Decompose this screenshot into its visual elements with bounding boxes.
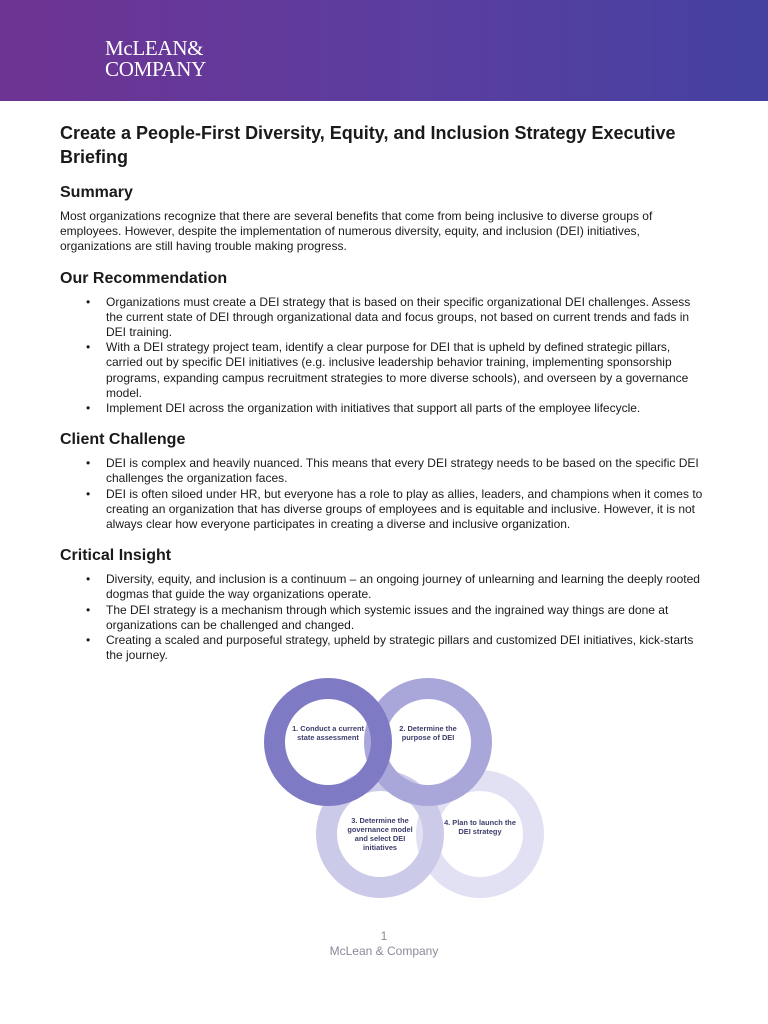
list-item: • DEI is complex and heavily nuanced. This means that every DEI strategy needs to be based on the specific DEI challenges the organization faces. — [60, 456, 710, 486]
recommendation-heading: Our Recommendation — [60, 269, 228, 287]
challenge-section — [60, 430, 710, 532]
page-footer — [0, 929, 768, 959]
list-item: • The DEI strategy is a mechanism through which systemic issues and the ingrained way things are done at organizations can be challenged and changed. — [60, 603, 710, 633]
page-title: Create a People-First Diversity, Equity, and Inclusion Strategy Executive Briefing — [60, 123, 676, 167]
page-number: 1 — [380, 929, 388, 943]
list-item: • With a DEI strategy project team, identify a clear purpose for DEI that is upheld by defined strategic pillars, carried out by specific DEI initiatives (e.g. inclusive leadership behavior training, implementing sponsorship programs, expanding campus recruitment strategies to more diverse schools), and overseen by a governance model. — [60, 340, 710, 401]
logo-line-1: McLEAN& — [105, 36, 204, 60]
step-3-label: 3. Determine the governance model and select DEI initiatives — [347, 816, 413, 852]
insight-heading: Critical Insight — [60, 547, 172, 565]
list-item: • Implement DEI across the organization with initiatives that support all parts of the employee lifecycle. — [60, 401, 710, 416]
insight-section — [60, 546, 710, 663]
list-item: • DEI is often siloed under HR, but everyone has a role to play as allies, leaders, and champions when it comes to creating an organization that has diverse groups of employees and is equitable and inclusive. However, it is not always clear how everyone participates in creating a diverse and inclusive organization. — [60, 487, 710, 533]
step-1-label: 1. Conduct a current state assessment — [292, 724, 364, 742]
recommendation-section — [60, 269, 710, 417]
list-item: • Creating a scaled and purposeful strategy, upheld by strategic pillars and customized DEI initiatives, kick-starts the journey. — [60, 633, 710, 663]
step-2-label: 2. Determine the purpose of DEI — [399, 724, 457, 742]
step-1-ring — [264, 678, 392, 806]
list-item: • Diversity, equity, and inclusion is a continuum – an ongoing journey of unlearning and learning the deeply rooted dogmas that guide the way organizations operate. — [60, 572, 710, 602]
challenge-list — [60, 456, 710, 532]
step-4-label: 4. Plan to launch the DEI strategy — [444, 818, 516, 836]
document-body — [60, 121, 710, 663]
summary-section — [60, 183, 710, 255]
insight-list — [60, 572, 710, 663]
header-banner — [0, 0, 768, 101]
footer-company: McLean & Company — [329, 944, 439, 958]
summary-heading: Summary — [60, 184, 133, 201]
list-item: • Organizations must create a DEI strategy that is based on their specific organizational DEI challenges. Assess the current state of DEI through organizational data and focus groups, not based on current trends and fads in DEI training. — [60, 295, 710, 341]
summary-text: Most organizations recognize that there are several benefits that come from being inclusive to diverse groups of employees. However, despite the implementation of numerous diversity, equity, and inclusion (DEI) initiatives, organizations are still having trouble making progress. — [60, 209, 653, 254]
brand-logo — [105, 38, 206, 80]
logo-line-2: COMPANY — [105, 57, 206, 81]
recommendation-list — [60, 295, 710, 417]
challenge-heading: Client Challenge — [60, 431, 186, 449]
dei-process-diagram — [256, 668, 546, 908]
